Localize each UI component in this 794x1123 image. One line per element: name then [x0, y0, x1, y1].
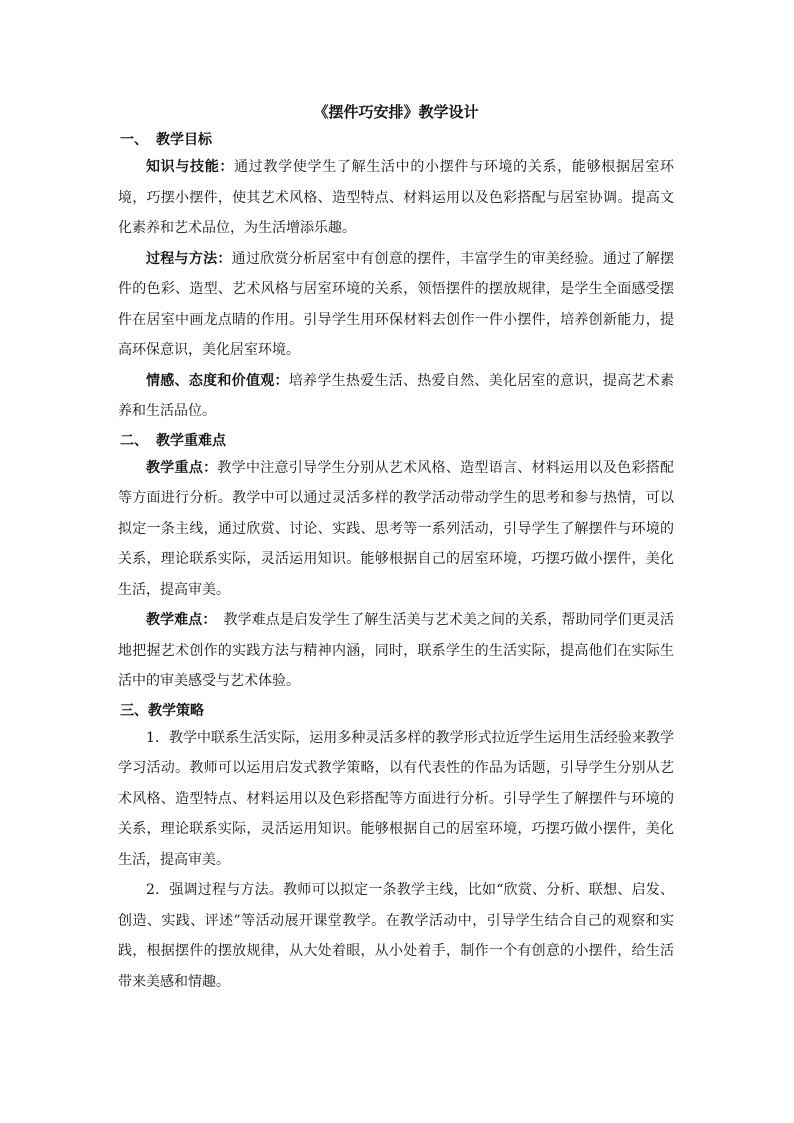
document-title: 《摆件巧安排》教学设计 — [313, 103, 479, 121]
paragraph-key-point — [118, 453, 674, 606]
section-heading-text: 教学目标 — [156, 132, 212, 148]
section-heading-key-points — [118, 429, 674, 453]
document-page — [118, 100, 674, 999]
paragraph-strategy-1: 1．教学中联系生活实际，运用多种灵活多样的教学形式拉近学生运用生活经验来教学学习活动。教师可以运用启发式教学策略，以有代表性的作品为话题，引导学生分别从艺术风格、造型特点、材料运用以及色彩搭配等方面进行分析。引导学生了解摆件与环境的关系，理论联系实际，灵活运用知识。能够根据自己的居室环境，巧摆巧做小摆件，美化生活，提高审美。 — [118, 729, 674, 868]
key-points-block — [118, 453, 674, 697]
strategy-block — [118, 723, 674, 998]
section-heading-objectives — [118, 128, 674, 152]
section-heading-strategy — [118, 699, 674, 723]
paragraph-lead: 教学重点： — [146, 459, 218, 476]
section-number: 一、 — [120, 132, 148, 148]
paragraph-lead: 教学难点： — [146, 612, 210, 628]
section-number: 二、 — [120, 432, 148, 449]
paragraph-lead: 知识与技能： — [146, 159, 235, 175]
paragraph-text: 通过欣赏分析居室中有创意的摆件，丰富学生的审美经验。通过了解摆件的色彩、造型、艺术风格与居室环境的关系，领悟摆件的摆放规律，是学生全面感受摆件在居室中画龙点睛的作用。引导学生用环保材料去创作一件小摆件，培养创新能力，提高环保意识，美化居室环境。 — [118, 250, 675, 358]
section-heading-text: 教学重难点 — [156, 432, 226, 449]
objectives-block — [118, 152, 674, 427]
section-heading-text: 三、教学策略 — [120, 702, 204, 719]
paragraph-text: 教学难点是启发学生了解生活美与艺术美之间的关系，帮助同学们更灵活地把握艺术创作的实践方法与精神内涵，同时，联系学生的生活实际，提高他们在实际生活中的审美感受与艺术体验。 — [118, 612, 674, 689]
paragraph-emotion-values — [118, 366, 674, 427]
paragraph-lead: 情感、态度和价值观： — [146, 372, 289, 389]
paragraph-text: 教学中注意引导学生分别从艺术风格、造型语言、材料运用以及色彩搭配等方面进行分析。教学中可以通过灵活多样的教学活动带动学生的思考和参与热情，可以拟定一条主线，通过欣赏、讨论、实践、思考等一系列活动，引导学生了解摆件与环境的关系，理论联系实际，灵活运用知识。能够根据自己的居室环境，巧摆巧做小摆件，美化生活，提高审美。 — [118, 459, 674, 598]
paragraph-lead: 过程与方法： — [146, 250, 232, 267]
paragraph-process-method — [118, 244, 674, 366]
paragraph-knowledge-skills — [118, 152, 674, 244]
paragraph-text: 培养学生热爱生活、热爱自然、美化居室的意识，提高艺术素养和生活品位。 — [118, 372, 675, 419]
paragraph-strategy-2: 2．强调过程与方法。教师可以拟定一条教学主线，比如“欣赏、分析、联想、启发、创造、实践、评述”等活动展开课堂教学。在教学活动中，引导学生结合自己的观察和实践，根据摆件的摆放规律，从大处着眼，从小处着手，制作一个有创意的小摆件，给生活带来美感和情趣。 — [118, 882, 674, 990]
paragraph-difficult-point — [118, 605, 674, 697]
paragraph-text: 通过教学使学生了解生活中的小摆件与环境的关系，能够根据居室环境，巧摆小摆件，使其艺术风格、造型特点、材料运用以及色彩搭配与居室协调。提高文化素养和艺术品位，为生活增添乐趣。 — [118, 159, 675, 236]
